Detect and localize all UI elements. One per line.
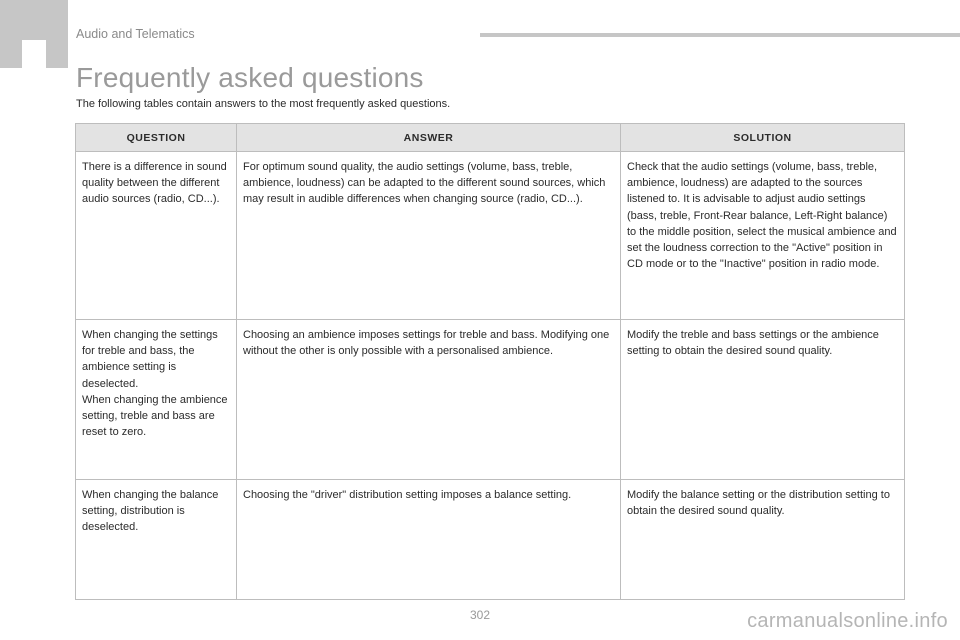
page-title: Frequently asked questions [76,62,424,93]
table-row [76,320,905,480]
column-header-answer: ANSWER [237,124,621,152]
question-cell: There is a difference in sound quality between the different audio sources (radio, CD...). [76,152,237,320]
question-cell: When changing the balance setting, distribution is deselected. [76,480,237,600]
solution-cell: Check that the audio settings (volume, bass, treble, ambience, loudness) are adapted to the sources listened to. It is advisable to adjust audio settings (bass, treble, Front-Rear balance, Left-Right balance) to the middle position, select the musical ambience and set the loudness correction to the "Active" position in CD mode or to the "Inactive" position in radio mode. [621,152,905,320]
corner-tab-mark [0,0,68,68]
table-header-row [76,124,905,152]
page-number: 302 [469,608,491,622]
column-header-solution: SOLUTION [621,124,905,152]
table-row [76,152,905,320]
answer-cell: Choosing an ambience imposes settings for treble and bass. Modifying one without the other is only possible with a personalised ambience. [237,320,621,480]
watermark-text: carmanualsonline.info [747,610,948,632]
corner-tab-notch [22,40,46,68]
column-header-question: QUESTION [76,124,237,152]
header-rule [480,33,960,37]
answer-cell: Choosing the "driver" distribution setting imposes a balance setting. [237,480,621,600]
solution-cell: Modify the treble and bass settings or the ambience setting to obtain the desired sound quality. [621,320,905,480]
question-cell: When changing the settings for treble and bass, the ambience setting is deselected. When changing the ambience setting, treble and bass are reset to zero. [76,320,237,480]
answer-cell: For optimum sound quality, the audio settings (volume, bass, treble, ambience, loudness) can be adapted to the different sound sources, which may result in audible differences when changing source (radio, CD...). [237,152,621,320]
table-row [76,480,905,600]
intro-text: The following tables contain answers to the most frequently asked questions. [76,98,451,110]
section-label: Audio and Telematics [76,27,195,41]
faq-table [75,123,905,600]
solution-cell: Modify the balance setting or the distribution setting to obtain the desired sound quality. [621,480,905,600]
